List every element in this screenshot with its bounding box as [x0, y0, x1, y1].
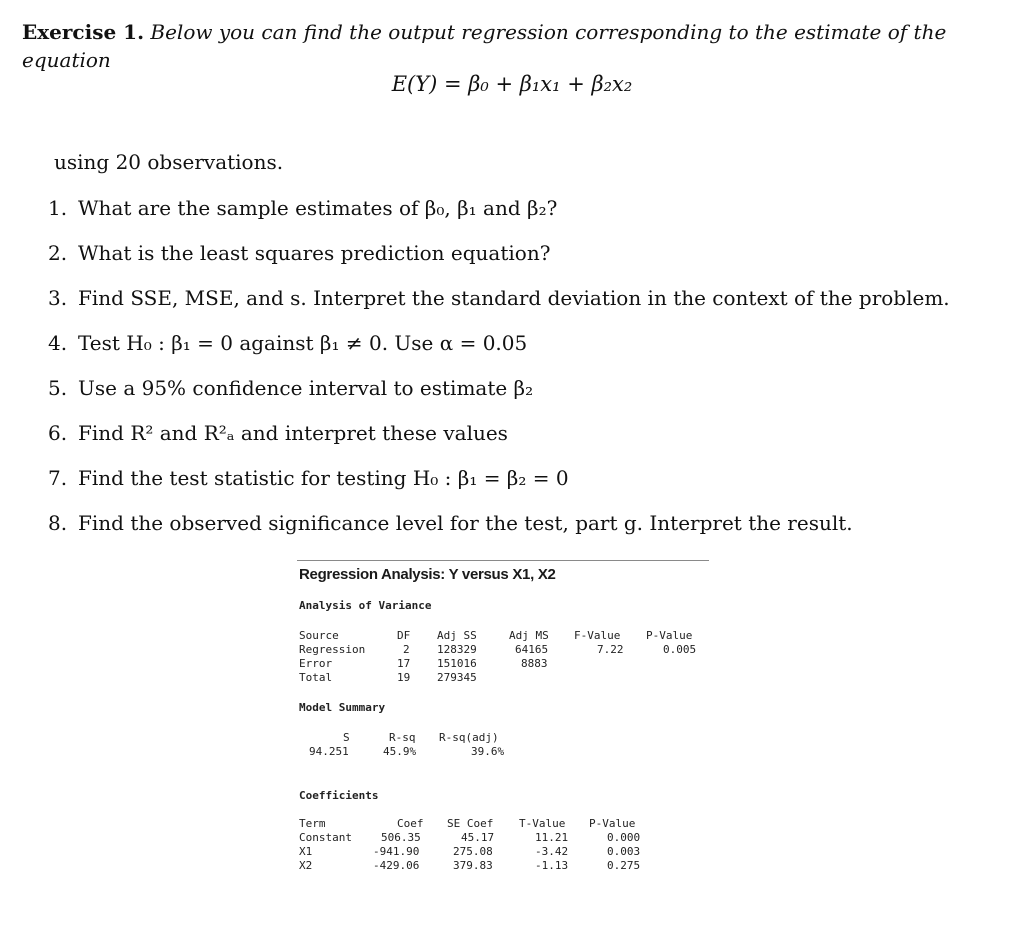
question-2: 2. What is the least squares prediction equation? — [48, 241, 551, 265]
coef-row-x1: X1 -941.90 275.08 -3.42 0.003 — [299, 845, 641, 858]
question-3: 3. Find SSE, MSE, and s. Interpret the standard deviation in the context of the problem. — [48, 286, 950, 310]
intro-text: using 20 observations. — [54, 150, 284, 174]
anova-heading: Analysis of Variance — [299, 599, 432, 612]
regression-output — [297, 560, 709, 901]
anova-row-error: Error 17 151016 8883 — [299, 657, 548, 670]
model-equation: E(Y) = β₀ + β₁x₁ + β₂x₂ — [391, 72, 633, 96]
question-1: 1. What are the sample estimates of β₀, β₁ and β₂? — [48, 196, 558, 220]
question-6: 6. Find R² and R²ₐ and interpret these values — [48, 421, 508, 445]
summary-values-row: 94.251 45.9% 39.6% — [309, 745, 505, 758]
question-7: 7. Find the test statistic for testing H₀ : β₁ = β₂ = 0 — [48, 466, 569, 490]
output-title: Regression Analysis: Y versus X1, X2 — [299, 566, 556, 583]
anova-row-regression: Regression 2 128329 64165 7.22 0.005 — [299, 643, 697, 656]
anova-header-row: Source DF Adj SS Adj MS F-Value P-Value — [299, 629, 693, 642]
coef-header-row: Term Coef SE Coef T-Value P-Value — [299, 817, 636, 830]
summary-header-row: S R-sq R-sq(adj) — [343, 731, 499, 744]
coef-heading: Coefficients — [299, 789, 379, 802]
anova-row-total: Total 19 279345 — [299, 671, 477, 684]
summary-heading: Model Summary — [299, 701, 386, 714]
question-5: 5. Use a 95% confidence interval to estimate β₂ — [48, 376, 534, 400]
question-8: 8. Find the observed significance level for the test, part g. Interpret the result. — [48, 511, 853, 535]
exercise-text: Below you can find the output regression corresponding to the estimate of the equation — [22, 20, 947, 72]
exercise-header — [22, 18, 1012, 74]
exercise-label: Exercise 1. — [22, 20, 145, 44]
coef-row-constant: Constant 506.35 45.17 11.21 0.000 — [299, 831, 641, 844]
question-4: 4. Test H₀ : β₁ = 0 against β₁ ≠ 0. Use α = 0.05 — [48, 331, 528, 355]
coef-row-x2: X2 -429.06 379.83 -1.13 0.275 — [299, 859, 641, 872]
